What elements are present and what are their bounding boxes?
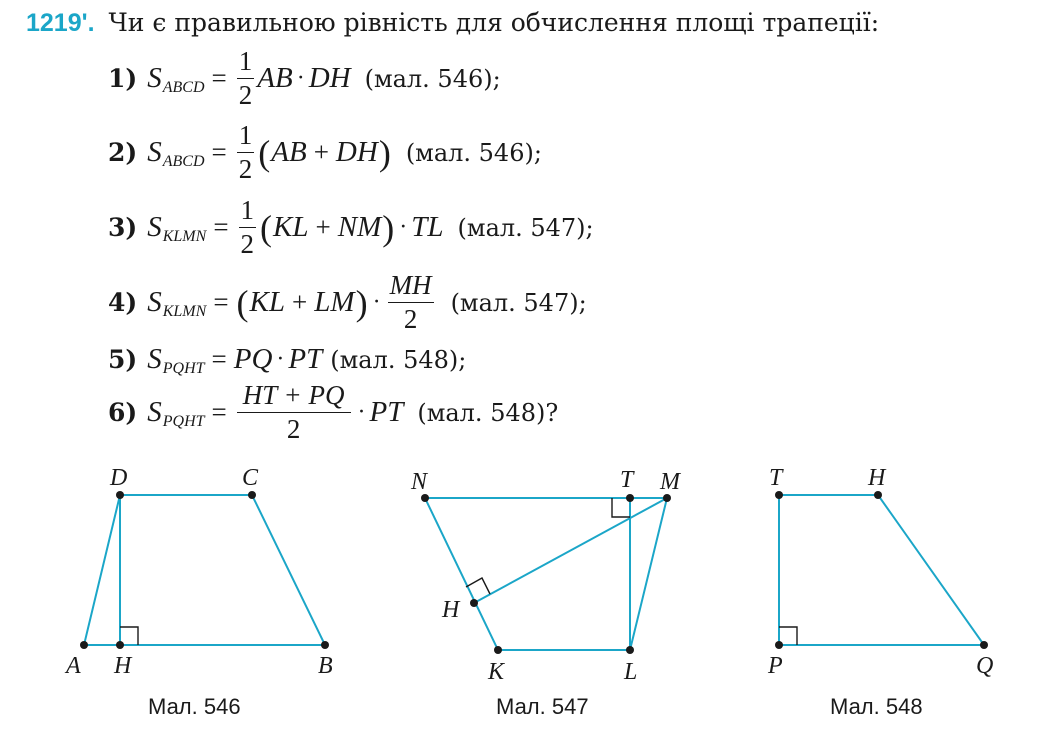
area-subscript: ABCD (162, 152, 205, 170)
term: AB (271, 136, 307, 168)
multiply-dot: · (296, 65, 305, 91)
right-paren: ) (355, 282, 368, 323)
fraction-denominator: 2 (238, 80, 253, 110)
label-t: T (620, 467, 634, 493)
area-symbol: S (147, 136, 162, 168)
label-q: Q (976, 653, 994, 679)
multiply-dot: · (276, 346, 285, 372)
area-subscript: PQHT (162, 359, 205, 377)
term: PQ (233, 343, 273, 375)
figure-reference: (мал. 548); (330, 345, 467, 374)
label-d: D (110, 465, 128, 491)
figure-reference: (мал. 547); (450, 288, 587, 317)
area-subscript: KLMN (162, 302, 207, 320)
figure-caption-547: Мал. 547 (496, 694, 589, 719)
area-subscript: ABCD (162, 78, 205, 96)
multiply-dot: · (357, 399, 366, 425)
formula-item-6 (108, 382, 558, 443)
equals-sign: = (211, 137, 227, 167)
term: PT (288, 343, 323, 375)
label-m: M (660, 469, 680, 495)
equals-sign: = (213, 212, 229, 242)
figure-reference: (мал. 547); (457, 213, 594, 242)
trapezoid-pqht (779, 495, 984, 645)
left-paren: ( (236, 282, 249, 323)
problem-question: Чи є правильною рівність для обчислення площі трапеції: (108, 8, 880, 37)
label-p: P (768, 653, 783, 679)
figure-caption-546: Мал. 546 (148, 694, 241, 719)
point-h (116, 641, 124, 649)
fraction-numerator: 1 (239, 197, 257, 228)
item-number: 3) (108, 213, 138, 242)
term: DH (335, 136, 378, 168)
label-l: L (624, 659, 638, 685)
item-number: 5) (108, 345, 138, 374)
equals-sign: = (211, 63, 227, 93)
formula-item-3 (108, 197, 594, 258)
label-h: H (114, 653, 132, 679)
label-n: N (411, 469, 428, 495)
problem-number: 1219 (26, 9, 82, 37)
multiply-dot: · (399, 214, 408, 240)
formula-item-2 (108, 122, 542, 183)
point-n (421, 494, 429, 502)
fraction (237, 122, 255, 183)
area-symbol: S (147, 211, 162, 243)
area-subscript: KLMN (162, 227, 207, 245)
label-c: C (242, 465, 259, 491)
point-b (321, 641, 329, 649)
plus-sign: + (292, 287, 308, 317)
figure-reference: (мал. 548)? (417, 398, 559, 427)
point-l (626, 646, 634, 654)
term: AB (257, 62, 293, 94)
point-t (775, 491, 783, 499)
problem-prime: '. (81, 9, 95, 37)
term: DH (308, 62, 351, 94)
point-m (663, 494, 671, 502)
equals-sign: = (211, 397, 227, 427)
multiply-dot: · (372, 289, 381, 315)
label-h: H (442, 597, 460, 623)
point-h (874, 491, 882, 499)
area-symbol: S (147, 396, 162, 428)
fraction (388, 272, 434, 333)
fraction (239, 197, 257, 258)
formula-item-1 (108, 48, 501, 109)
plus-sign: + (315, 212, 331, 242)
fraction-numerator: HT + PQ (237, 382, 351, 413)
fraction-numerator: 1 (237, 122, 255, 153)
label-t: T (769, 465, 783, 491)
item-number: 6) (108, 398, 138, 427)
term: TL (411, 211, 444, 243)
area-symbol: S (147, 62, 162, 94)
fraction-numerator: MH (388, 272, 434, 303)
figure-reference: (мал. 546); (405, 138, 542, 167)
term: NM (337, 211, 382, 243)
fraction-numerator: 1 (237, 48, 255, 79)
point-c (248, 491, 256, 499)
height-mh (474, 498, 667, 603)
fraction (237, 48, 255, 109)
term: LM (314, 286, 355, 318)
item-number: 2) (108, 138, 138, 167)
point-p (775, 641, 783, 649)
point-d (116, 491, 124, 499)
area-symbol: S (147, 343, 162, 375)
fraction-denominator: 2 (286, 414, 301, 444)
fraction-denominator: 2 (238, 154, 253, 184)
term: PT (369, 396, 404, 428)
label-k: K (488, 659, 505, 685)
item-number: 1) (108, 64, 138, 93)
left-paren: ( (258, 132, 271, 173)
fraction (237, 382, 351, 443)
formula-item-4 (108, 272, 587, 333)
point-k (494, 646, 502, 654)
formula-list (108, 0, 1008, 460)
equals-sign: = (211, 344, 227, 374)
area-symbol: S (147, 286, 162, 318)
formula-item-5 (108, 343, 466, 376)
area-subscript: PQHT (162, 412, 205, 430)
figure-reference: (мал. 546); (364, 64, 501, 93)
equals-sign: = (213, 287, 229, 317)
right-paren: ) (382, 207, 395, 248)
point-h (470, 599, 478, 607)
label-b: B (318, 653, 333, 679)
term: KL (249, 286, 286, 318)
item-number: 4) (108, 288, 138, 317)
term: KL (273, 211, 309, 243)
left-paren: ( (260, 207, 273, 248)
point-q (980, 641, 988, 649)
plus-sign: + (313, 137, 329, 167)
label-h: H (868, 465, 886, 491)
fraction-denominator: 2 (240, 229, 255, 259)
point-a (80, 641, 88, 649)
label-a: A (66, 653, 81, 679)
right-paren: ) (378, 132, 391, 173)
point-t (626, 494, 634, 502)
fraction-denominator: 2 (403, 304, 418, 334)
figure-caption-548: Мал. 548 (830, 694, 923, 719)
